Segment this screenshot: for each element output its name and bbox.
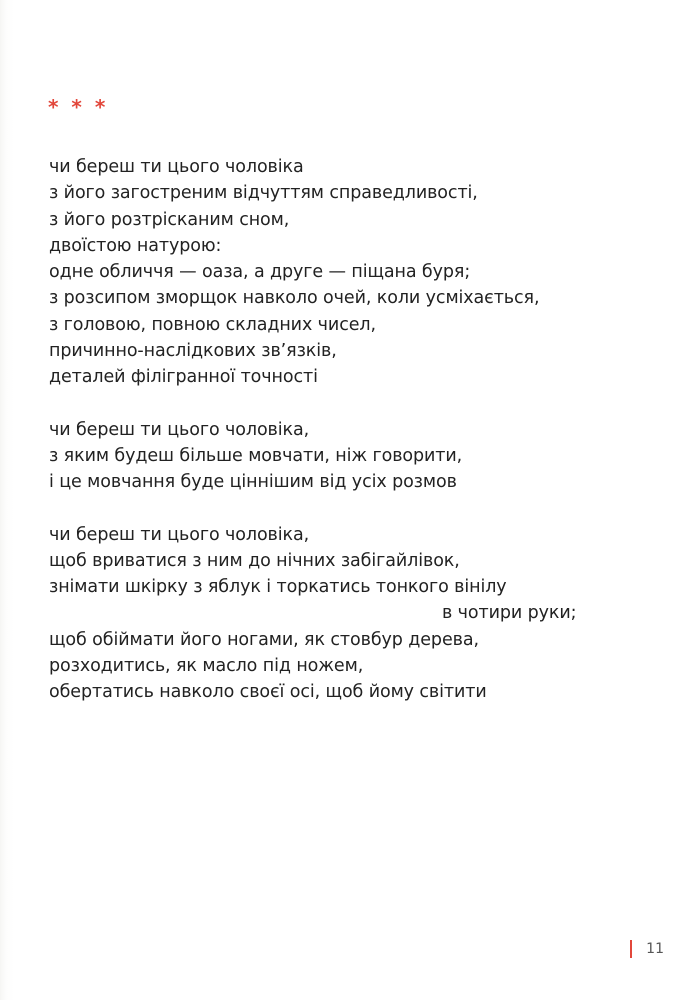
poem-line: деталей філігранної точності [49, 367, 318, 388]
poem-line: обертатись навколо своєї осі, щоб йому світити [49, 682, 487, 703]
poem-line: з розсипом зморщок навколо очей, коли усміхається, [49, 288, 540, 309]
poem-line: знімати шкірку з яблук і торкатись тонкого вінілу [49, 577, 507, 598]
poem-line: розходитись, як масло під ножем, [49, 656, 364, 677]
poem-line: з його розтрісканим сном, [49, 209, 290, 230]
poem-line: чи береш ти цього чоловіка [49, 157, 304, 177]
page-footer [630, 940, 664, 958]
page-number: 11 [646, 941, 664, 957]
poem-line: і це мовчання буде ціннішим від усіх розмов [49, 472, 457, 493]
stanza-3 [49, 522, 649, 706]
poem-line: чи береш ти цього чоловіка, [49, 419, 310, 440]
footer-divider [630, 940, 632, 958]
poem-line: з яким будеш більше мовчати, ніж говорити, [49, 445, 463, 466]
poem-line: з головою, повною складних чисел, [49, 314, 376, 335]
poem-line: причинно-наслідкових зв’язків, [49, 341, 337, 362]
stanza-1 [49, 154, 649, 391]
poem-line: щоб вриватися з ним до нічних забігайлівок, [49, 550, 460, 571]
poem-body [49, 154, 649, 732]
poem-line: щоб обіймати його ногами, як стовбур дерева, [49, 629, 479, 650]
stanza-2 [49, 417, 649, 496]
section-marker: * * * [48, 95, 109, 119]
poem-line: двоїстою натурою: [49, 235, 222, 256]
poem-line-indented: в чотири руки; [442, 603, 577, 624]
poem-line: одне обличчя — оаза, а друге — піщана буря; [49, 262, 471, 283]
poem-line: з його загостреним відчуттям справедливості, [49, 183, 478, 204]
poem-line: чи береш ти цього чоловіка, [49, 524, 310, 545]
